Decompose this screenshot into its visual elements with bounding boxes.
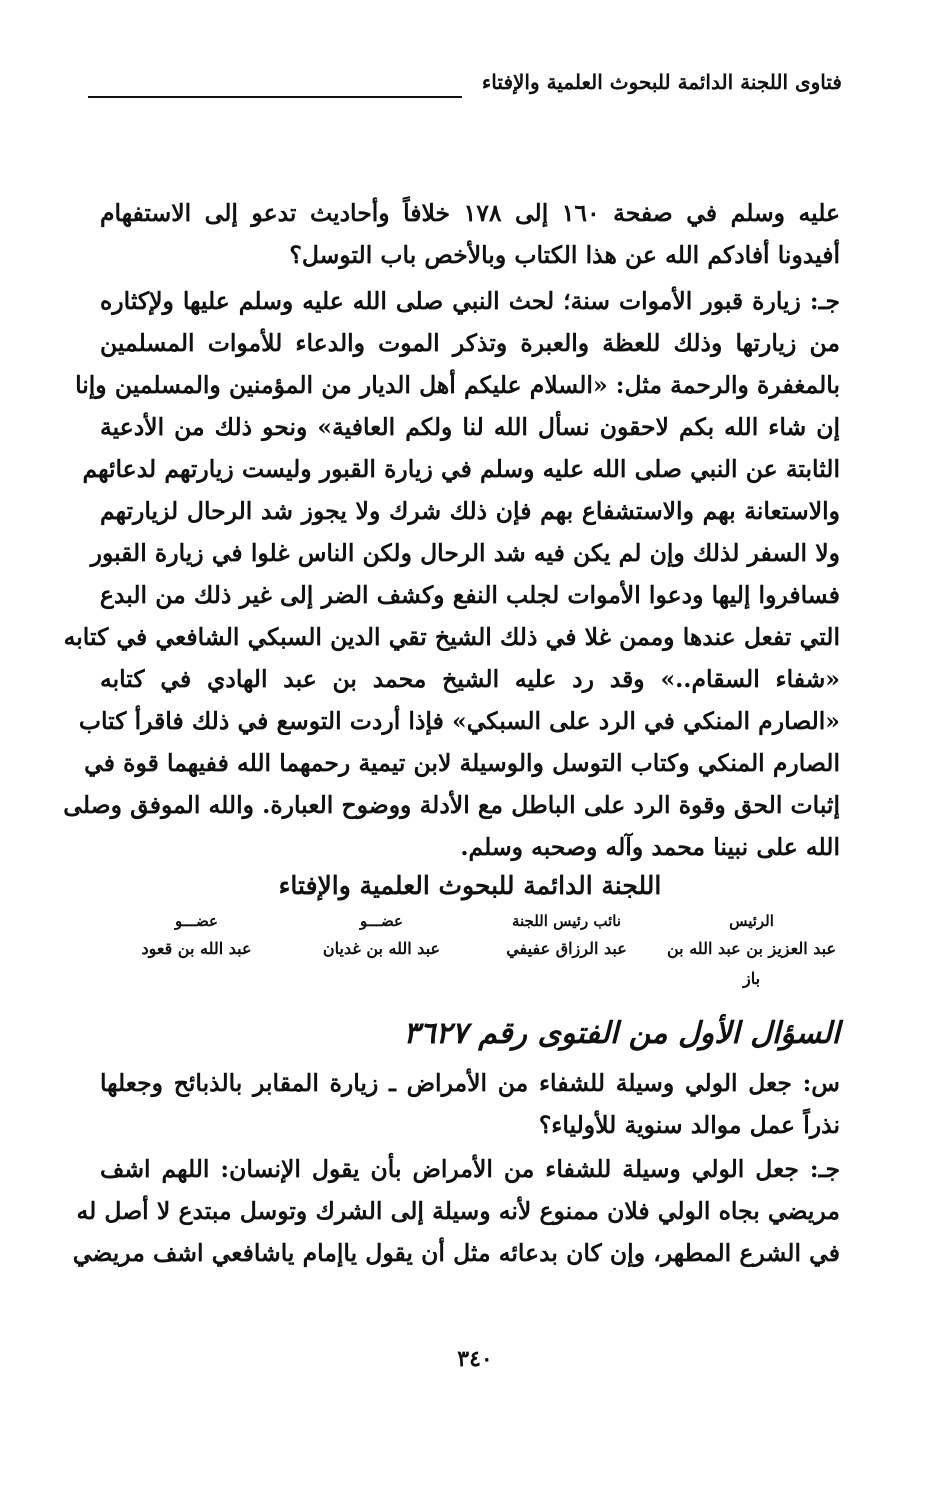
text-line: أفيدونا أفادكم الله عن هذا الكتاب وبالأخص باب التوسل؟ — [289, 241, 840, 269]
fatwa-heading: السؤال الأول من الفتوى رقم ٣٦٢٧ — [403, 1016, 840, 1051]
text-line: نذراً عمل موالد سنوية للأولياء؟ — [538, 1111, 840, 1139]
text-line: عليه وسلم في صفحة ١٦٠ إلى ١٧٨ خلافاً وأحاديث تدعو إلى الاستفهام — [100, 199, 841, 227]
text-line: من زيارتها وذلك للعظة والعبرة وتذكر الموت والدعاء للأموات المسلمين — [100, 329, 840, 357]
answer-paragraph — [63, 280, 840, 868]
text-line: التي تفعل عندها وممن غلا في ذلك الشيخ تقي الدين السبكي الشافعي في كتابه — [63, 623, 840, 651]
text-line: فسافروا إليها ودعوا الأموات لجلب النفع وكشف الضر إلى غير ذلك من البدع — [99, 581, 840, 609]
signatory-role: عضـــو — [360, 912, 403, 930]
running-title: فتاوى اللجنة الدائمة للبحوث العلمية والإفتاء — [481, 70, 842, 94]
signatory-name: عبد العزيز بن عبد الله بن باز — [666, 939, 836, 988]
signatory-name: عبد الرزاق عفيفي — [506, 939, 627, 958]
text-line: إن شاء الله بكم لاحقون نسأل الله لنا ولكم العافية» ونحو ذلك من الأدعية — [100, 413, 840, 441]
signatures — [104, 908, 844, 988]
signatory — [104, 908, 289, 970]
text-line: جـ: زيارة قبور الأموات سنة؛ لحث النبي صلى الله عليه وسلم عليها ولإكثاره — [100, 287, 840, 315]
text-line: الثابتة عن النبي صلى الله عليه وسلم في زيارة القبور وليست زيارتهم لدعائهم — [82, 455, 840, 483]
text-line: مريضي بجاه الولي فلان ممنوع لأنه وسيلة إلى الشرك وتوسل مبتدع لا أصل له — [76, 1197, 840, 1225]
text-line: بالمغفرة والرحمة مثل: «السلام عليكم أهل الديار من المؤمنين والمسلمين وإنا — [75, 371, 840, 399]
text-line: الله على نبينا محمد وآله وصحبه وسلم. — [460, 833, 840, 861]
signatory — [474, 908, 659, 970]
signatory-role: نائب رئيس اللجنة — [511, 912, 622, 930]
text-line: في الشرع المطهر، وإن كان بدعائه مثل أن يقول ياإمام ياشافعي اشف مريضي — [72, 1239, 840, 1267]
signatory — [659, 908, 844, 988]
answer-paragraph — [72, 1148, 840, 1274]
text-line: ولا السفر لذلك وإن لم يكن فيه شد الرحال ولكن الناس غلوا في زيارة القبور — [90, 539, 840, 567]
running-header — [88, 64, 842, 108]
signatory-name: عبد الله بن قعود — [141, 939, 252, 958]
text-line: إثبات الحق وقوة الرد على الباطل مع الأدلة ووضوح العبارة. والله الموفق وصلى — [63, 791, 840, 819]
text-line: «الصارم المنكي في الرد على السبكي» فإذا أردت التوسع في ذلك فاقرأ كتاب — [78, 707, 840, 735]
question-continuation — [100, 192, 840, 276]
signatory — [289, 908, 474, 970]
text-line: الصارم المنكي وكتاب التوسل والوسيلة لابن تيمية رحمهما الله ففيهما قوة في — [84, 749, 840, 777]
page-number: ٣٤٠ — [457, 1346, 493, 1372]
text-line: جـ: جعل الولي وسيلة للشفاء من الأمراض بأن يقول الإنسان: اللهم اشف — [100, 1155, 840, 1183]
header-rule — [88, 96, 462, 98]
signatory-role: عضـــو — [175, 912, 218, 930]
committee-name: اللجنة الدائمة للبحوث العلمية والإفتاء — [278, 871, 662, 900]
text-line: س: جعل الولي وسيلة للشفاء من الأمراض ـ زيارة المقابر بالذبائح وجعلها — [100, 1069, 840, 1097]
signatory-name: عبد الله بن غديان — [322, 939, 441, 958]
text-line: «شفاء السقام..» وقد رد عليه الشيخ محمد بن عبد الهادي في كتابه — [100, 665, 840, 693]
question-paragraph — [100, 1062, 840, 1146]
signatory-role: الرئيس — [729, 912, 774, 930]
text-line: والاستعانة بهم والاستشفاع بهم فإن ذلك شرك ولا يجوز شد الرحال لزيارتهم — [100, 497, 840, 525]
